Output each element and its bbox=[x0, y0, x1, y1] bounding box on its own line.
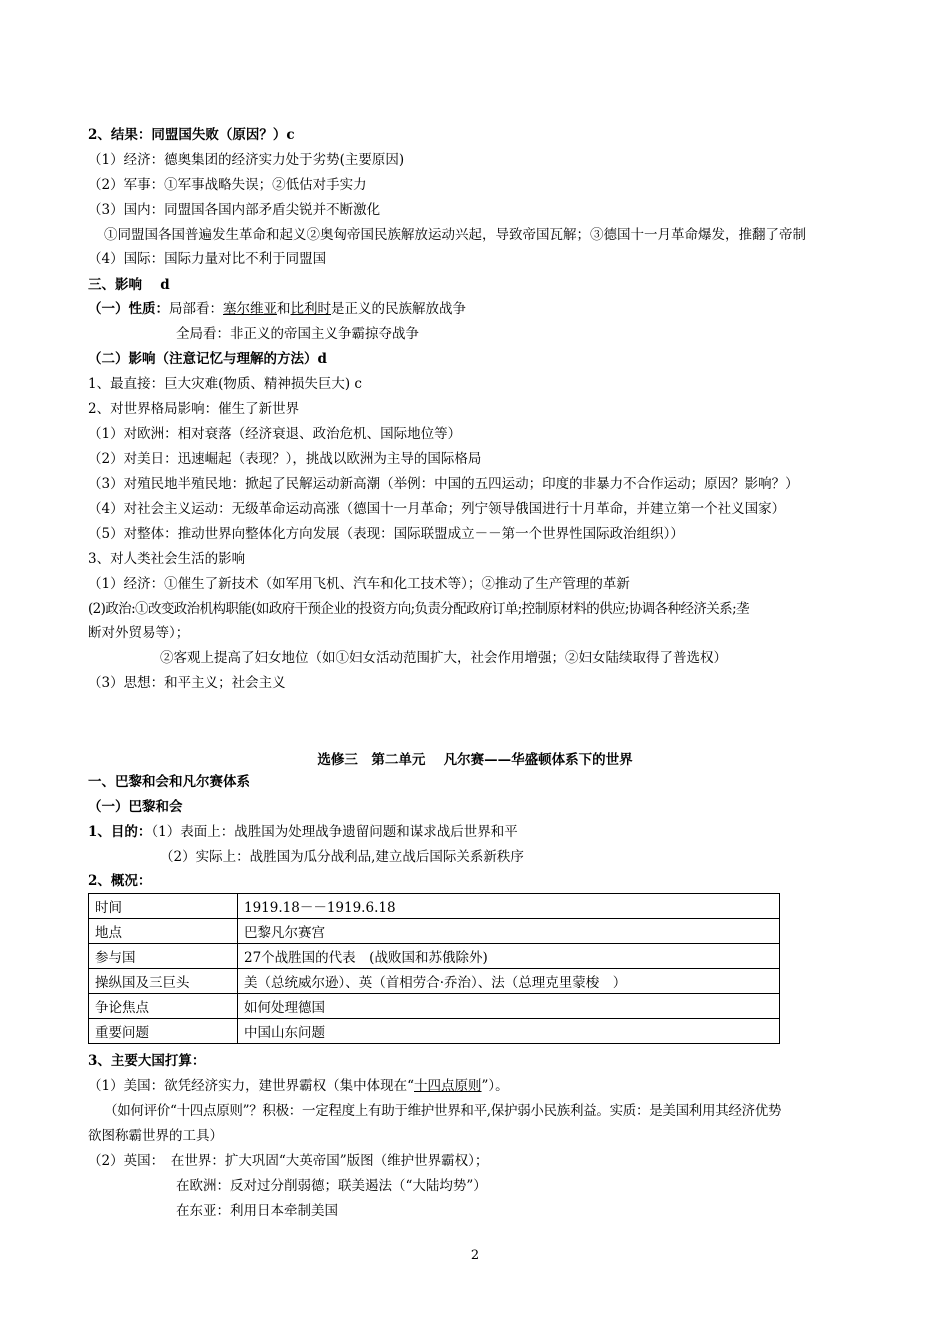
politics-line: (2)政治:①改变政治机构职能(如政府干预企业的投资方向;负责分配政府订单;控制原材料的供应;协调各种经济关系;垄 bbox=[88, 601, 749, 617]
result-item: （4）国际：国际力量对比不利于同盟国 bbox=[88, 251, 327, 267]
nature-local-line bbox=[88, 300, 466, 318]
table-key: 地点 bbox=[89, 919, 238, 944]
politics-line: 断对外贸易等）； bbox=[88, 625, 190, 641]
serbia-term: 塞尔维亚 bbox=[223, 301, 277, 317]
us-evaluation-line: 欲图称霸世界的工具） bbox=[88, 1128, 223, 1144]
unit-title: 选修三 第二单元 凡尔赛——华盛顿体系下的世界 bbox=[317, 752, 633, 768]
impact-line: 3、对人类社会生活的影响 bbox=[88, 551, 246, 567]
result-item: ①同盟国各国普遍发生革命和起义②奥匈帝国民族解放运动兴起，导致帝国瓦解；③德国十一月革命爆发，推翻了帝制 bbox=[104, 227, 806, 243]
table-row bbox=[89, 894, 780, 919]
us-evaluation-line: （如何评价“十四点原则”？积极：一定程度上有助于维护世界和平,保护弱小民族利益。实质：是美国利用其经济优势 bbox=[104, 1103, 782, 1119]
nature-local-prefix: 局部看： bbox=[169, 301, 223, 317]
table-value: 27个战胜国的代表 (战败国和苏俄除外) bbox=[238, 944, 780, 969]
table-row bbox=[89, 969, 780, 994]
table-value: 1919.18－－1919.6.18 bbox=[238, 894, 780, 919]
politics-line: ②客观上提高了妇女地位（如①妇女活动范围扩大，社会作用增强；②妇女陆续取得了普选权） bbox=[160, 650, 727, 666]
us-plan-suffix: ”）。 bbox=[481, 1078, 509, 1094]
us-plan-prefix: （1）美国：欲凭经济实力，建世界霸权（集中体现在“ bbox=[88, 1078, 414, 1094]
nature-global-line: 全局看：非正义的帝国主义争霸掠夺战争 bbox=[176, 326, 419, 342]
table-key: 参与国 bbox=[89, 944, 238, 969]
thought-line: （3）思想：和平主义；社会主义 bbox=[88, 675, 286, 691]
table-key: 重要问题 bbox=[89, 1019, 238, 1044]
table-row bbox=[89, 1019, 780, 1044]
table-value: 如何处理德国 bbox=[238, 994, 780, 1019]
impact-line: 1、最直接：巨大灾难(物质、精神损失巨大) c bbox=[88, 376, 362, 392]
purpose-surface: （1）表面上：战胜国为处理战争遗留问题和谋求战后世界和平 bbox=[151, 824, 518, 840]
nature-local-suffix: 是正义的民族解放战争 bbox=[331, 301, 466, 317]
impact-line: （1）对欧洲：相对衰落（经济衰退、政治危机、国际地位等） bbox=[88, 426, 462, 442]
us-plan-line bbox=[88, 1077, 509, 1095]
and-text: 和 bbox=[277, 301, 291, 317]
belgium-term: 比利时 bbox=[290, 301, 331, 317]
table-value: 巴黎凡尔赛宫 bbox=[238, 919, 780, 944]
impact-sub2-heading: （二）影响（注意记忆与理解的方法）d bbox=[88, 351, 327, 367]
subsection-heading: （一）巴黎和会 bbox=[88, 799, 183, 815]
table-key: 时间 bbox=[89, 894, 238, 919]
result-item: （3）国内：同盟国各国内部矛盾尖锐并不断激化 bbox=[88, 202, 381, 218]
impact-line: 2、对世界格局影响：催生了新世界 bbox=[88, 401, 300, 417]
table-key: 操纵国及三巨头 bbox=[89, 969, 238, 994]
uk-plan-line: （2）英国： 在世界：扩大巩固“大英帝国”版图（维护世界霸权）； bbox=[88, 1153, 489, 1169]
result-item: （1）经济：德奥集团的经济实力处于劣势(主要原因) bbox=[88, 152, 405, 168]
purpose-label: 1、目的： bbox=[88, 824, 152, 840]
plans-label: 3、主要大国打算： bbox=[88, 1053, 206, 1069]
impact-heading: 三、影响 d bbox=[88, 277, 170, 293]
table-row bbox=[89, 944, 780, 969]
table-value: 中国山东问题 bbox=[238, 1019, 780, 1044]
page-number: 2 bbox=[470, 1248, 480, 1263]
impact-line: （2）对美日：迅速崛起（表现？），挑战以欧洲为主导的国际格局 bbox=[88, 451, 482, 467]
impact-line: （1）经济：①催生了新技术（如军用飞机、汽车和化工技术等）；②推动了生产管理的革新 bbox=[88, 576, 630, 592]
nature-label: （一）性质： bbox=[88, 301, 169, 317]
table-row bbox=[89, 919, 780, 944]
impact-line: （4）对社会主义运动：无级革命运动高涨（德国十一月革命；列宁领导俄国进行十月革命，并建立第一个社义国家） bbox=[88, 501, 786, 517]
table-row bbox=[89, 994, 780, 1019]
impact-line: （5）对整体：推动世界向整体化方向发展（表现：国际联盟成立－－第一个世界性国际政治组织）） bbox=[88, 526, 684, 542]
result-heading: 2、结果：同盟国失败（原因？）c bbox=[88, 127, 295, 143]
section-heading: 一、巴黎和会和凡尔赛体系 bbox=[88, 774, 250, 790]
uk-plan-line: 在东亚：利用日本牵制美国 bbox=[176, 1203, 338, 1219]
table-value: 美（总统威尔逊）、英（首相劳合·乔治）、法（总理克里蒙梭 ） bbox=[238, 969, 780, 994]
conference-overview-table bbox=[88, 893, 780, 1044]
purpose-actual: （2）实际上：战胜国为瓜分战利品,建立战后国际关系新秩序 bbox=[160, 849, 524, 865]
fourteen-points-term: 十四点原则 bbox=[414, 1078, 482, 1094]
result-item: （2）军事：①军事战略失误；②低估对手实力 bbox=[88, 177, 367, 193]
overview-label: 2、概况： bbox=[88, 873, 152, 889]
uk-plan-line: 在欧洲：反对过分削弱德；联美遏法（“大陆均势”） bbox=[176, 1178, 487, 1194]
table-key: 争论焦点 bbox=[89, 994, 238, 1019]
impact-line: （3）对殖民地半殖民地：掀起了民解运动新高潮（举例：中国的五四运动；印度的非暴力不合作运动；原因？影响？） bbox=[88, 476, 799, 492]
purpose-line bbox=[88, 823, 518, 841]
